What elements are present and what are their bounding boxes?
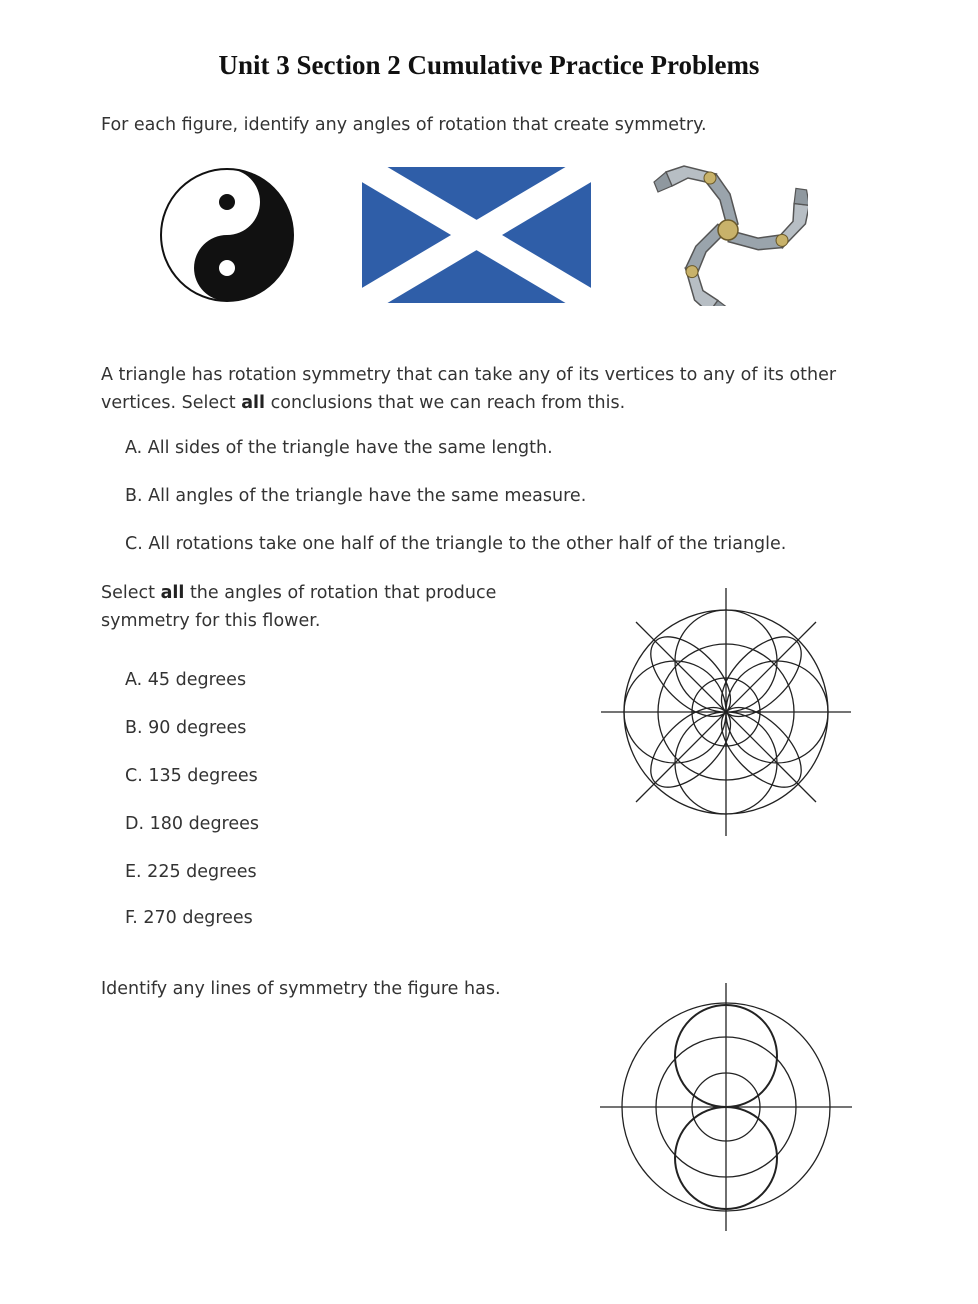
circles-figure [598, 980, 854, 1234]
q2-option-a[interactable]: A. All sides of the triangle have the same length. [125, 438, 553, 458]
q3-option-a[interactable]: A. 45 degrees [125, 670, 247, 690]
q3-option-c[interactable]: C. 135 degrees [125, 766, 258, 786]
flower-figure [598, 586, 854, 838]
q3-option-f[interactable]: F. 270 degrees [125, 908, 253, 928]
saltire-flag-figure [362, 167, 591, 303]
q2-line2: vertices. Select all conclusions that we can reach from this. [101, 393, 626, 413]
q1-prompt: For each figure, identify any angles of rotation that create symmetry. [101, 115, 707, 135]
q2-option-c[interactable]: C. All rotations take one half of the triangle to the other half of the triangle. [125, 534, 787, 554]
q3-line2: symmetry for this flower. [101, 611, 321, 631]
q4-prompt: Identify any lines of symmetry the figure has. [101, 979, 501, 999]
yin-yang-figure [158, 166, 296, 304]
q2-line1: A triangle has rotation symmetry that can take any of its vertices to any of its other [101, 365, 837, 385]
q3-option-e[interactable]: E. 225 degrees [125, 862, 257, 882]
q3-option-b[interactable]: B. 90 degrees [125, 718, 247, 738]
q3-line1: Select all the angles of rotation that produce [101, 583, 497, 603]
q2-option-b[interactable]: B. All angles of the triangle have the same measure. [125, 486, 587, 506]
page-title: Unit 3 Section 2 Cumulative Practice Problems [218, 50, 760, 80]
q3-option-d[interactable]: D. 180 degrees [125, 814, 260, 834]
triskelion-figure [648, 164, 808, 306]
